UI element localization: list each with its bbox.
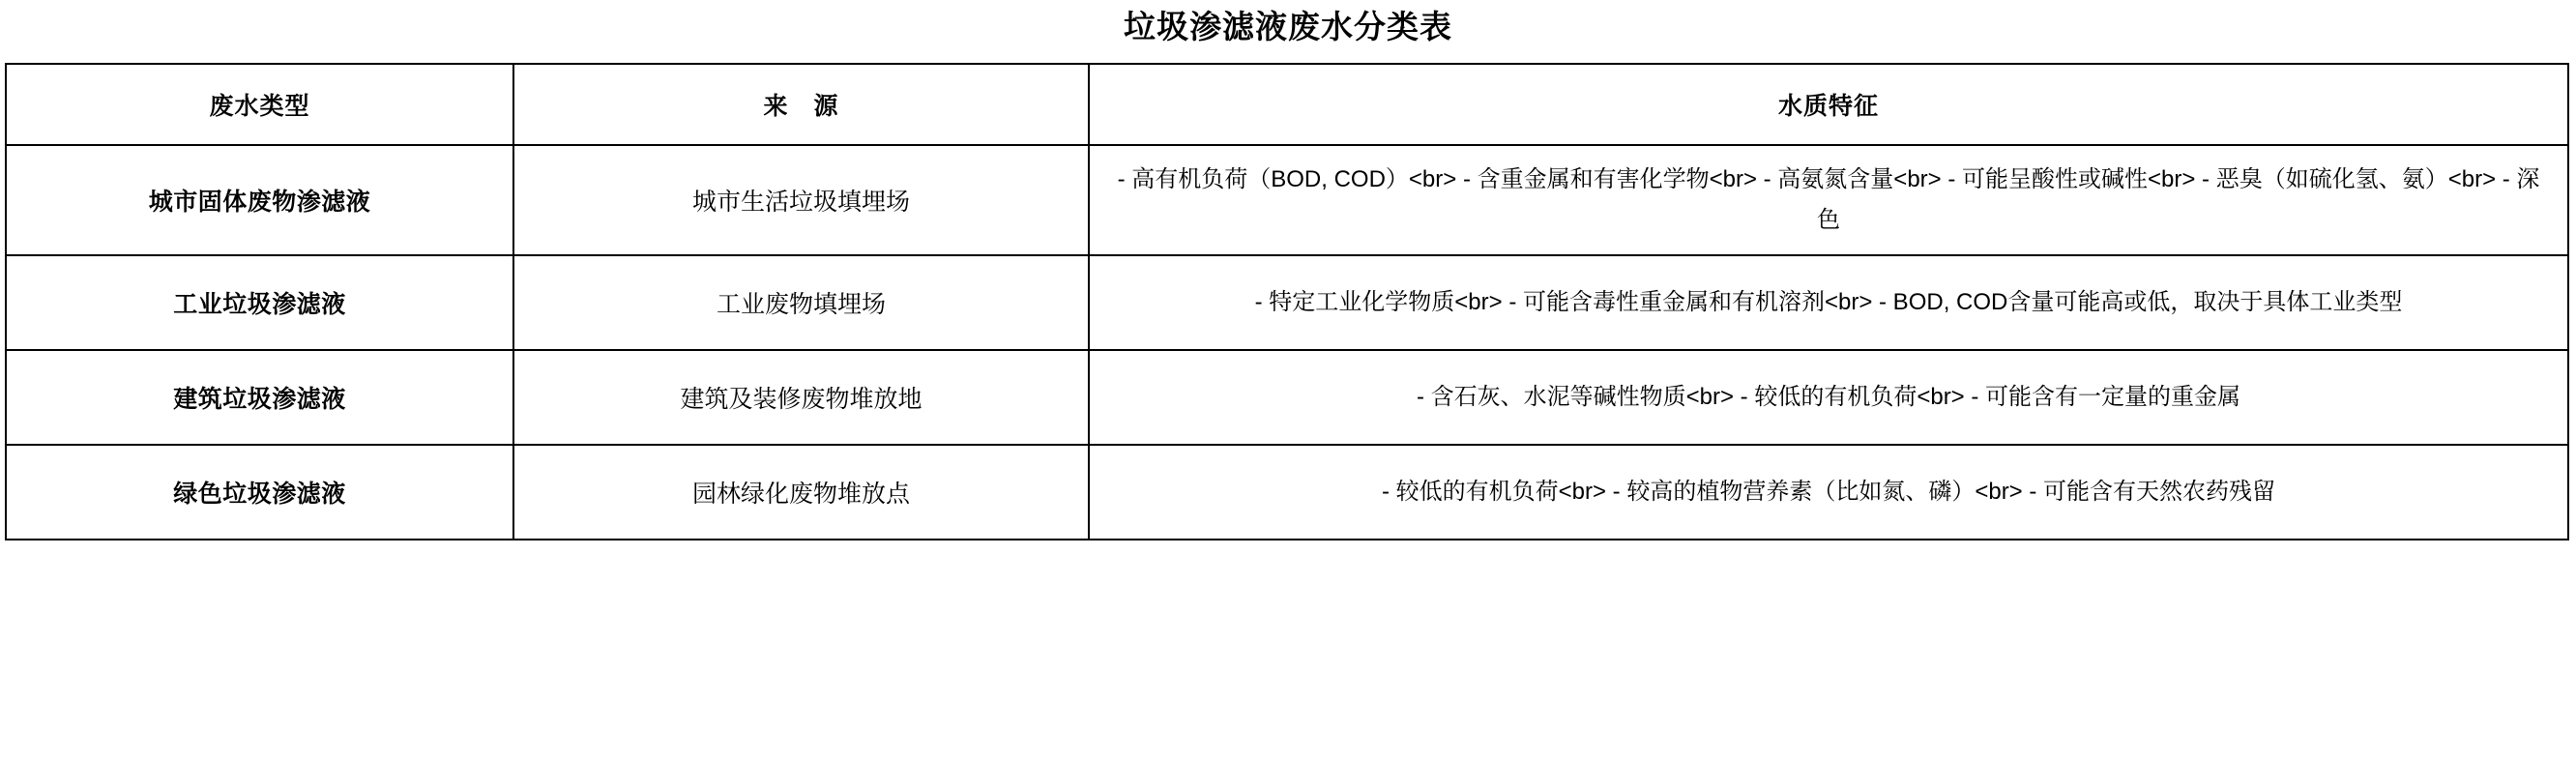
- table-row: [6, 445, 2568, 540]
- table-container: [5, 63, 2567, 540]
- table-row: [6, 350, 2568, 445]
- table-header: [6, 64, 2568, 145]
- column-header-source: 来 源: [513, 64, 1089, 145]
- classification-table: [5, 63, 2569, 540]
- table-header-row: [6, 64, 2568, 145]
- table-row: [6, 145, 2568, 255]
- cell-features: - 高有机负荷（BOD, COD）<br> - 含重金属和有害化学物<br> - 高氨氮含量<br> - 可能呈酸性或碱性<br> - 恶臭（如硫化氢、氨）<br> - 深色: [1089, 145, 2568, 255]
- cell-features: - 特定工业化学物质<br> - 可能含毒性重金属和有机溶剂<br> - BOD, COD含量可能高或低，取决于具体工业类型: [1089, 255, 2568, 350]
- cell-type: 建筑垃圾渗滤液: [6, 350, 513, 445]
- column-header-features: 水质特征: [1089, 64, 2568, 145]
- cell-type: 绿色垃圾渗滤液: [6, 445, 513, 540]
- column-header-type: 废水类型: [6, 64, 513, 145]
- table-row: [6, 255, 2568, 350]
- cell-source: 园林绿化废物堆放点: [513, 445, 1089, 540]
- cell-type: 城市固体废物渗滤液: [6, 145, 513, 255]
- table-body: [6, 145, 2568, 540]
- cell-type: 工业垃圾渗滤液: [6, 255, 513, 350]
- cell-features: - 较低的有机负荷<br> - 较高的植物营养素（比如氮、磷）<br> - 可能含有天然农药残留: [1089, 445, 2568, 540]
- cell-source: 工业废物填埋场: [513, 255, 1089, 350]
- cell-source: 建筑及装修废物堆放地: [513, 350, 1089, 445]
- cell-source: 城市生活垃圾填埋场: [513, 145, 1089, 255]
- cell-features: - 含石灰、水泥等碱性物质<br> - 较低的有机负荷<br> - 可能含有一定量的重金属: [1089, 350, 2568, 445]
- page-title: 垃圾渗滤液废水分类表: [1124, 9, 1452, 44]
